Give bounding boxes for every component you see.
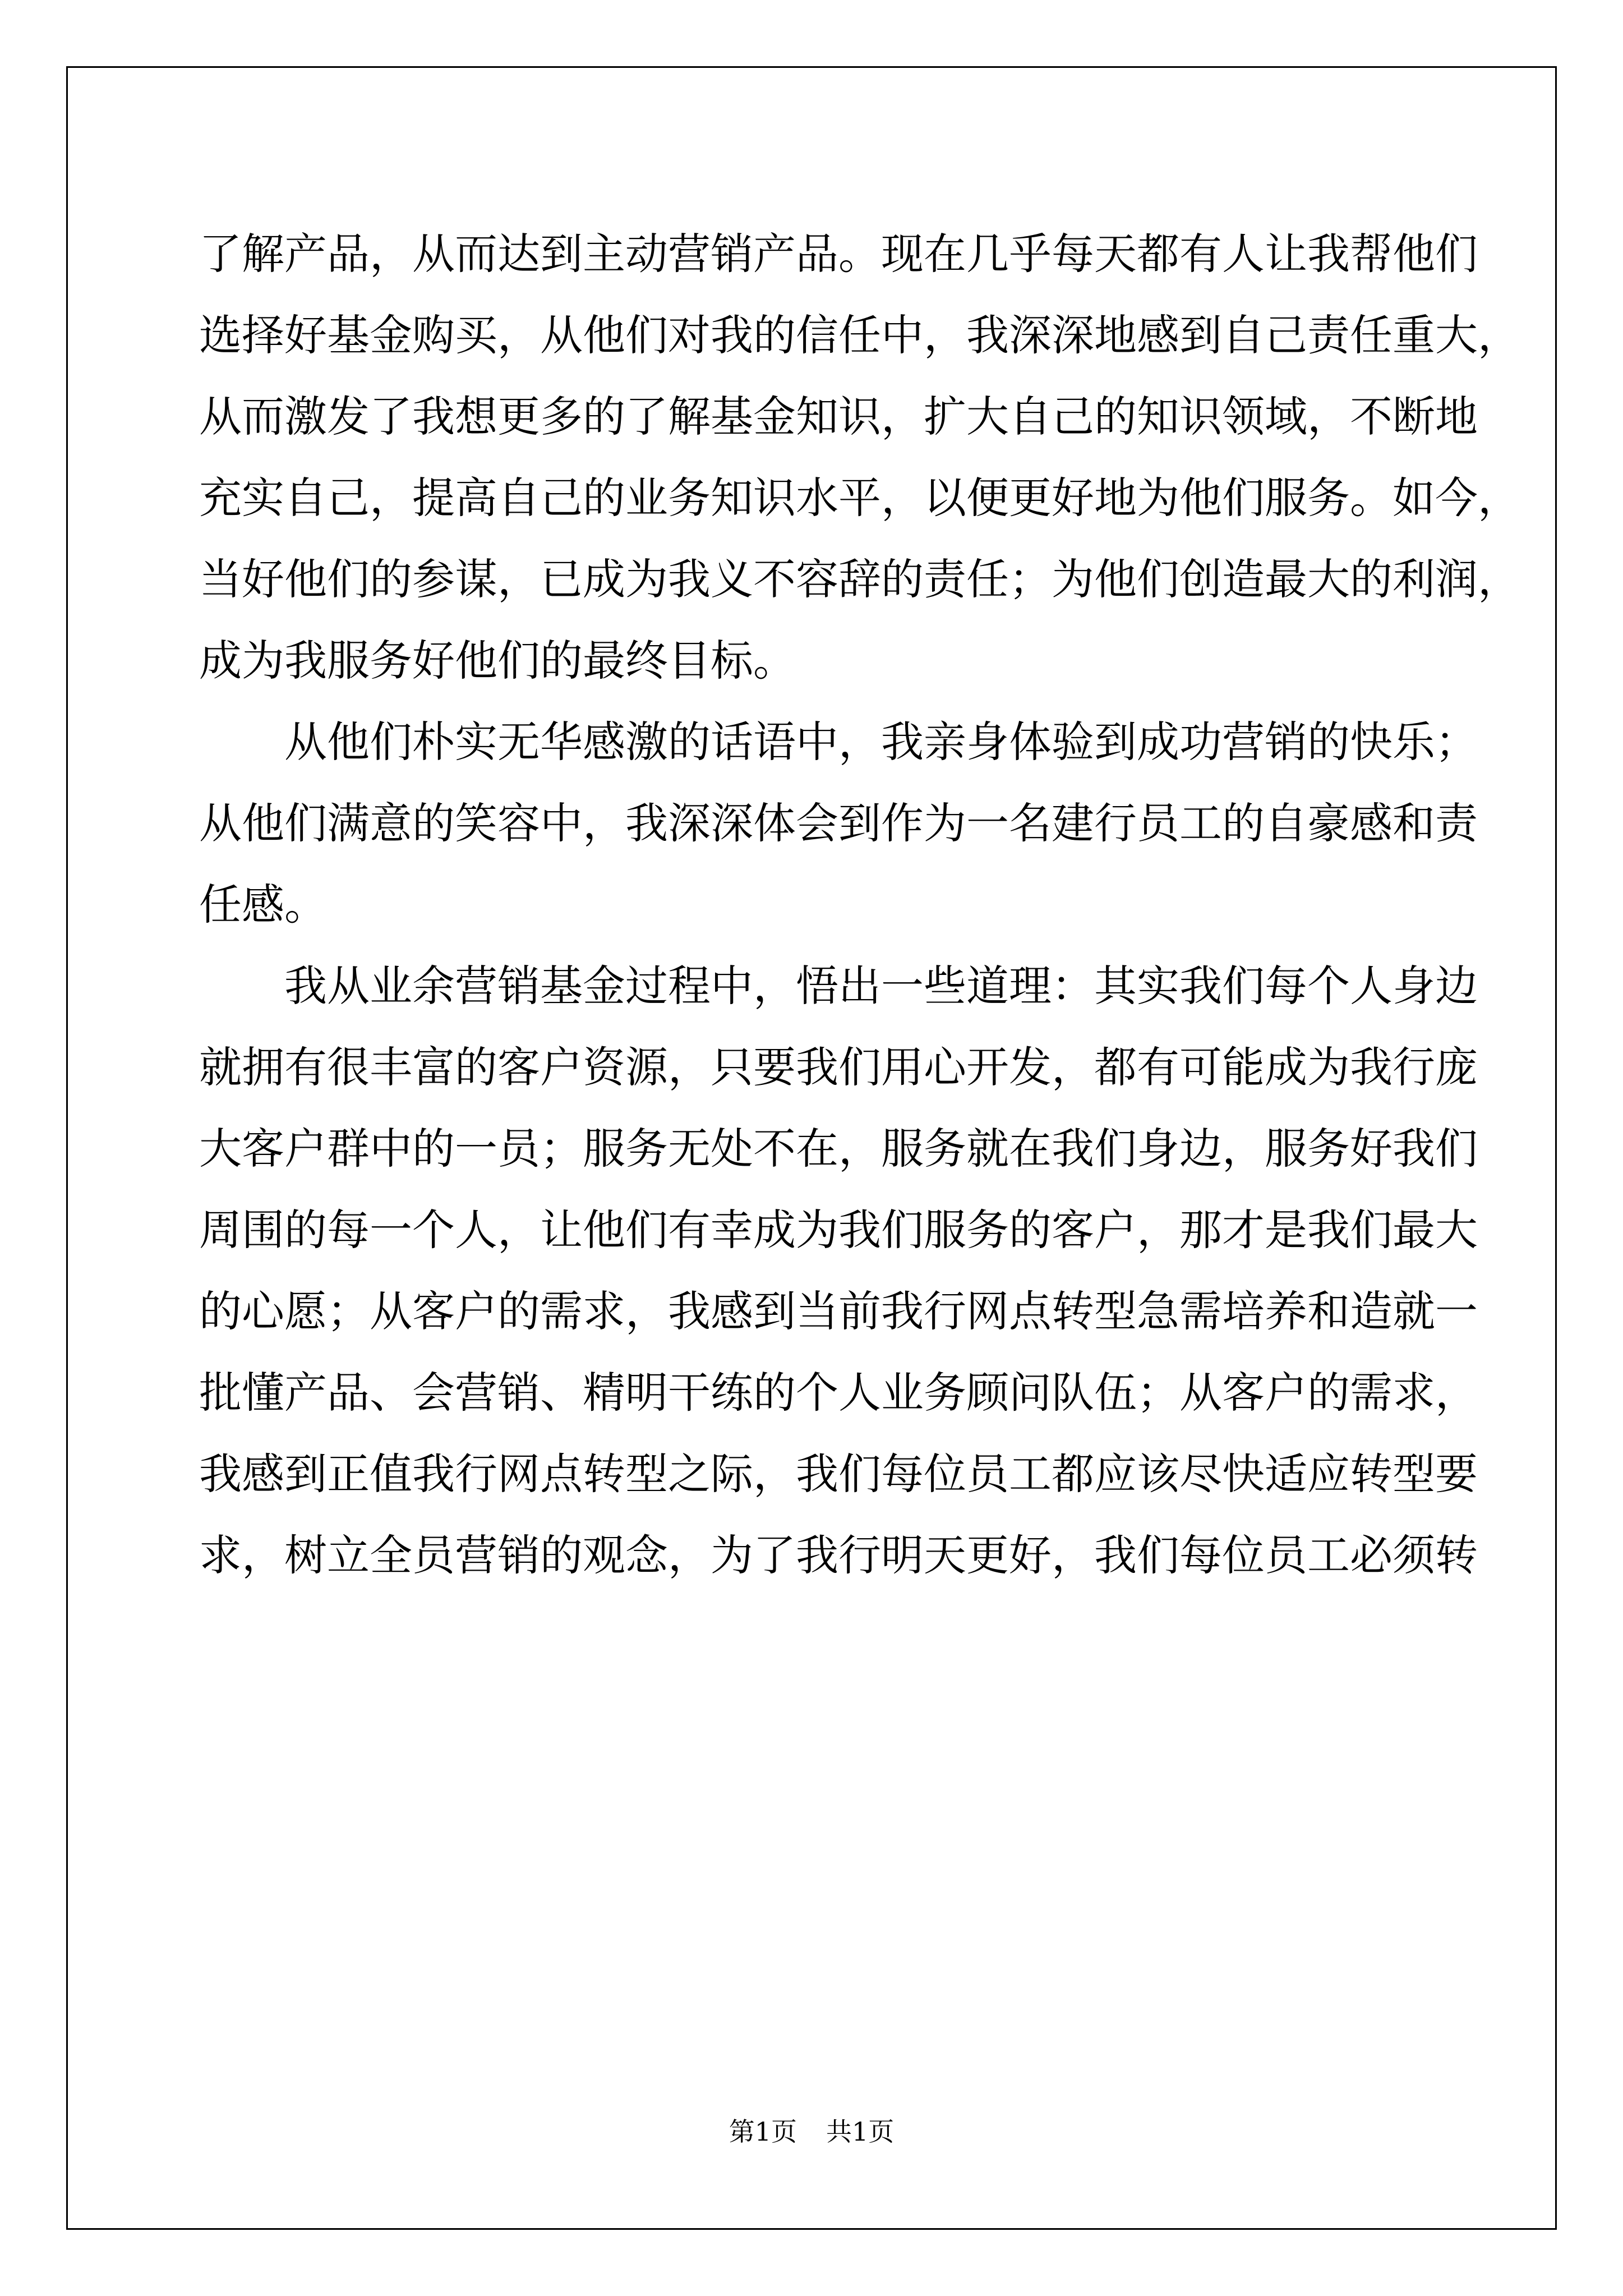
text-line-2: 选择好基金购买，从他们对我的信任中，我深深地感到自己责任重大， xyxy=(199,310,1520,360)
page-footer xyxy=(0,2115,1623,2148)
text-line-6: 成为我服务好他们的最终目标。 xyxy=(199,636,796,685)
text-line-5: 当好他们的参谋，已成为我义不容辞的责任；为他们创造最大的利润， xyxy=(199,554,1520,604)
text-line-14: 的心愿；从客户的需求，我感到当前我行网点转型急需培养和造就一 xyxy=(199,1286,1478,1336)
text-line-7: 从他们朴实无华感激的话语中，我亲身体验到成功营销的快乐； xyxy=(199,717,1478,767)
text-line-12: 大客户群中的一员；服务无处不在，服务就在我们身边，服务好我们 xyxy=(199,1124,1478,1174)
text-line-1: 了解产品，从而达到主动营销产品。现在几乎每天都有人让我帮他们 xyxy=(199,229,1478,279)
text-line-3: 从而激发了我想更多的了解基金知识，扩大自己的知识领域，不断地 xyxy=(199,392,1478,441)
text-line-4: 充实自己，提高自己的业务知识水平，以便更好地为他们服务。如今， xyxy=(199,473,1520,523)
text-line-13: 周围的每一个人，让他们有幸成为我们服务的客户，那才是我们最大 xyxy=(199,1205,1478,1255)
page-number: 第1页 xyxy=(728,2116,797,2147)
text-line-8: 从他们满意的笑容中，我深深体会到作为一名建行员工的自豪感和责 xyxy=(199,798,1478,848)
text-line-15: 批懂产品、会营销、精明干练的个人业务顾问队伍；从客户的需求， xyxy=(199,1368,1478,1418)
text-line-10: 我从业余营销基金过程中，悟出一些道理：其实我们每个人身边 xyxy=(199,961,1478,1011)
text-line-17: 求，树立全员营销的观念，为了我行明天更好，我们每位员工必须转 xyxy=(199,1530,1478,1580)
text-line-16: 我感到正值我行网点转型之际，我们每位员工都应该尽快适应转型要 xyxy=(199,1449,1478,1499)
text-line-9: 任感。 xyxy=(199,880,327,930)
total-pages: 共1页 xyxy=(826,2116,895,2147)
text-line-11: 就拥有很丰富的客户资源，只要我们用心开发，都有可能成为我行庞 xyxy=(199,1042,1478,1092)
document-body xyxy=(199,213,1520,1596)
